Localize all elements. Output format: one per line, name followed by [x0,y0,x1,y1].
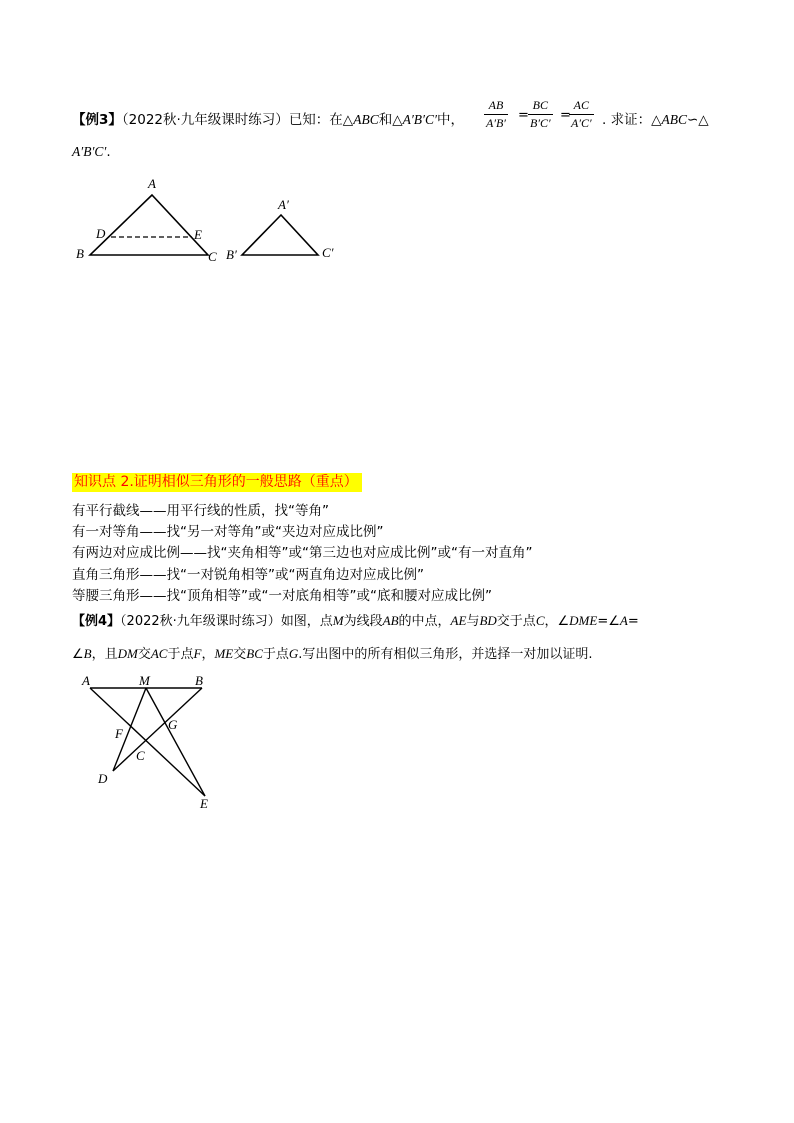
label-c: C [208,249,217,264]
knowledge-line-1: 有平行截线——用平行线的性质，找“等角” [72,503,329,519]
knowledge-line-5: 等腰三角形——找“顶角相等”或“一对底角相等”或“底和腰对应成比例” [72,588,492,604]
label-b-prime: B′ [226,247,237,262]
label-e: E [200,796,208,811]
example3-source: （2022秋·九年级课时练习） [121,112,289,128]
label-d: D [96,226,106,241]
figure-triangles-abc [70,170,370,270]
example3-line1: 【例3】（2022秋·九年级课时练习）已知：在△ABC和△A′B′C′中， [72,112,464,128]
label-e: E [194,227,202,242]
fraction-ab: AB A′B′ [486,98,506,130]
label-a: A [82,673,90,688]
label-a: A [148,176,156,191]
knowledge-line-3: 有两边对应成比例——找“夹角相等”或“第三边也对应成比例”或“有一对直角” [72,545,533,561]
fraction-bc: BC B′C′ [530,98,551,130]
label-m: M [139,673,150,688]
knowledge-line-2: 有一对等角——找“另一对等角”或“夹边对应成比例” [72,524,384,540]
label-g: G [168,717,178,732]
label-d: D [98,771,108,786]
example4-line1: 【例4】（2022秋·九年级课时练习）如图，点M为线段AB的中点，AE与BD交于点C，∠DME=∠A= [72,613,639,629]
label-f: F [115,726,123,741]
label-b: B [195,673,203,688]
label-c: C [136,748,145,763]
example4-line2: ∠B，且DM交AC于点F，ME交BC于点G.写出图中的所有相似三角形，并选择一对加以证明. [72,646,593,662]
knowledge-heading: 知识点 2.证明相似三角形的一般思路（重点） [72,471,362,491]
label-b: B [76,246,84,261]
example3-tag: 【例3】 [72,112,122,128]
label-a-prime: A′ [278,197,289,212]
fraction-ac: AC A′C′ [571,98,592,130]
example4-tag: 【例4】 [72,614,121,629]
example3-line2: A′B′C′. [72,144,111,160]
label-c-prime: C′ [322,245,334,260]
example3-prove: . 求证：△ABC∽△ [602,112,709,128]
figure-example4 [75,668,235,818]
knowledge-line-4: 直角三角形——找“一对锐角相等”或“两直角边对应成比例” [72,567,424,583]
